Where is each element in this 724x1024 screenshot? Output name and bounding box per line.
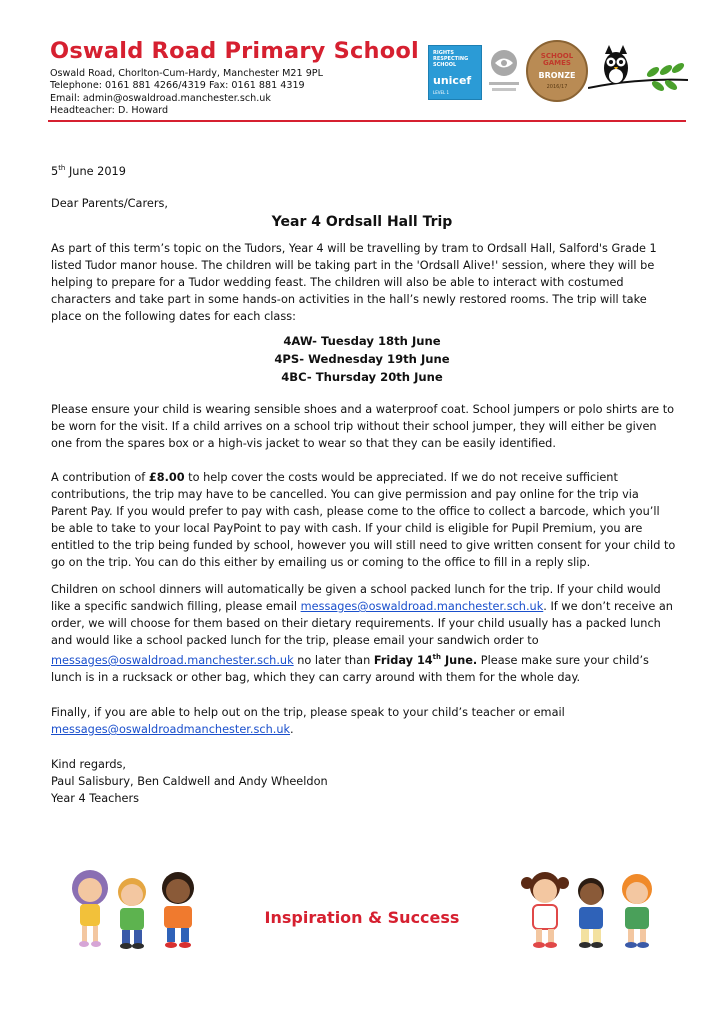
unicef-logo-caption: RIGHTS RESPECTING SCHOOL [433,50,469,68]
messages-email-link[interactable]: messages@oswaldroad.manchester.sch.uk [51,653,294,667]
school-contact-block [50,68,323,118]
signoff: Kind regards, [51,758,127,771]
literacy-award-logo [486,46,522,97]
unicef-rights-respecting-logo [428,45,482,100]
signature-block [51,756,676,807]
paragraph-packed-lunch [51,581,676,686]
headteacher: Headteacher: D. Howard [50,105,169,117]
volunteer-text-end: . [290,723,294,736]
deadline-day: Friday 14 [373,653,433,667]
owl-logo [588,40,688,100]
lunch-text-deadline-lead: no later than [293,653,374,667]
trip-dates-list [0,332,724,386]
trip-date-item: 4BC- Thursday 20th June [281,370,443,384]
header-divider [48,120,686,122]
unicef-logo-level: LEVEL 1 [433,90,450,95]
letter-title: Year 4 Ordsall Hall Trip [271,214,453,230]
school-name: Oswald Road Primary School [50,38,419,64]
paragraph-volunteers [51,704,676,738]
school-games-bronze-logo [526,40,588,102]
unicef-logo-wordmark: unicef [433,74,472,87]
school-games-level: BRONZE [538,71,576,80]
date-month-year: June 2019 [65,164,126,178]
lunch-text-start: Children on school dinners will automatically be given a school packed lunch for the trip. If your child would like a specific sandwich filling, please email [51,583,661,613]
lunch-text-end: Please make sure your child’s lunch is in a rucksack or other bag, which they can carry around with them for the whole day. [51,653,649,684]
volunteer-text: Finally, if you are able to help out on the trip, please speak to your child’s teacher or email [51,706,565,719]
contribution-amount: £8.00 [148,471,185,484]
signature-role: Year 4 Teachers [51,792,139,805]
lunch-deadline [374,654,477,667]
school-games-line2: GAMES [543,59,571,67]
school-telephone: Telephone: 0161 881 4266/4319 Fax: 0161 881 4319 [50,80,305,92]
children-illustration-right [515,865,665,955]
school-motto: Inspiration & Success [264,908,460,927]
school-email: Email: admin@oswaldroad.manchester.sch.uk [50,92,271,104]
deadline-suffix: th [432,653,442,661]
paragraph-intro: As part of this term’s topic on the Tudors, Year 4 will be travelling by tram to Ordsall Hall, Salford's Grade 1 listed Tudor manor house. The children will be taking part in the 'Ordsall Alive!' session, where they will be helping to prepare for a Tudor wedding feast. The children will also be able to interact with costumed characters and take part in some hands-on activities in the hall’s newly restored rooms. The trip will take place on the following dates for each class: [51,242,657,323]
date-day: 5 [51,164,59,178]
messages-email-link[interactable]: messages@oswaldroadmanchester.sch.uk [51,723,291,736]
date-suffix: th [58,164,66,172]
payment-text-rest: to help cover the costs would be appreciated. If we do not receive sufficient contributions, the trip may have to be cancelled. You can give permission and pay online for the trip via Parent Pay. If you would prefer to pay with cash, please come to the office to collect a barcode, which you’ll be able to take to your local PayPoint to pay with cash. If your child is eligible for Pupil Premium, you are entitled to the trip being funded by school, however you will still need to give written consent for your child to go on the trip. You can do this either by emailing us or coming to the office to fill in a reply slip. [51,471,676,569]
lunch-text-middle: . If we don’t receive an order, we will choose for them based on their dietary requirements. If your child usually has a packed lunch and would like a school packed lunch for the trip, please email your sandwich order to [51,600,673,647]
paragraph-clothing: Please ensure your child is wearing sensible shoes and a waterproof coat. School jumpers or polo shirts are to be worn for the visit. If a child arrives on a school trip without their school jumper, they will either be given one from the spares box or a high-vis jacket to wear so that they can be easily identified. [51,403,675,450]
greeting: Dear Parents/Carers, [51,197,168,210]
messages-email-link[interactable]: messages@oswaldroad.manchester.sch.uk [300,600,544,613]
paragraph-payment [51,469,676,571]
signatories: Paul Salisbury, Ben Caldwell and Andy Wheeldon [51,775,328,788]
letter-date [51,160,676,180]
payment-text-start: A contribution of [51,471,149,484]
deadline-month: June. [441,653,478,667]
school-address: Oswald Road, Chorlton-Cum-Hardy, Manchester M21 9PL [50,68,323,79]
school-games-year: 2016/17 [546,84,568,90]
school-games-line1: SCHOOL [540,52,574,60]
trip-date-item: 4PS- Wednesday 19th June [274,352,450,366]
trip-date-item: 4AW- Tuesday 18th June [283,334,441,348]
